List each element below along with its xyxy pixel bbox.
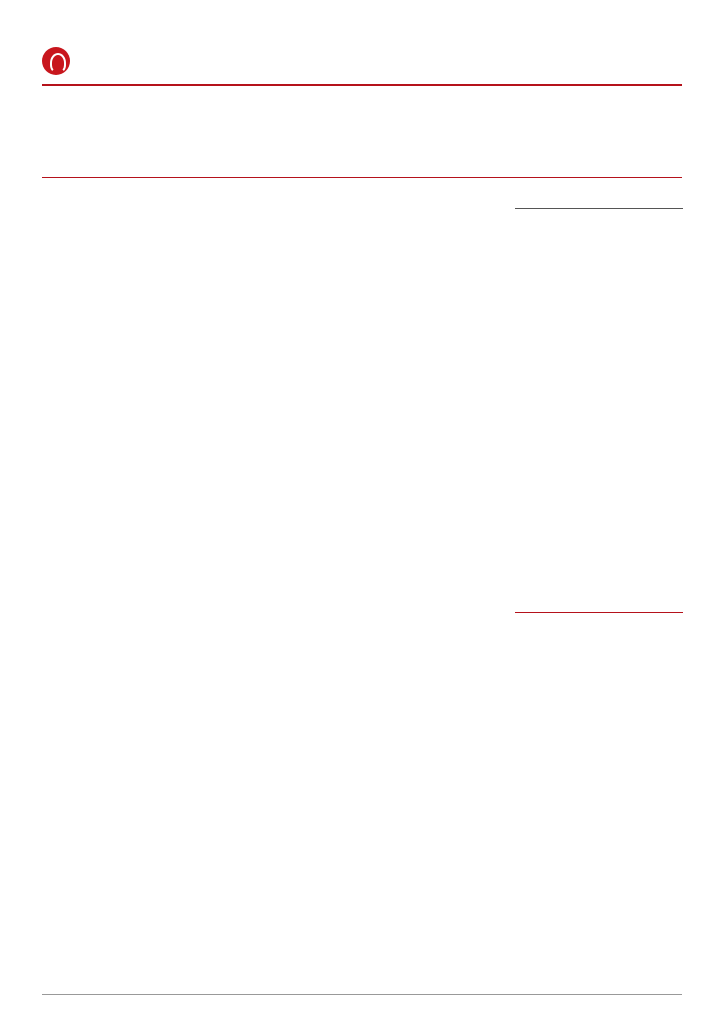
rating-rule — [515, 208, 683, 209]
footer-rule — [42, 994, 682, 995]
company-logo-icon — [42, 47, 70, 75]
related-rule — [515, 612, 683, 613]
header-rule — [42, 84, 682, 86]
title-rule — [42, 177, 682, 178]
